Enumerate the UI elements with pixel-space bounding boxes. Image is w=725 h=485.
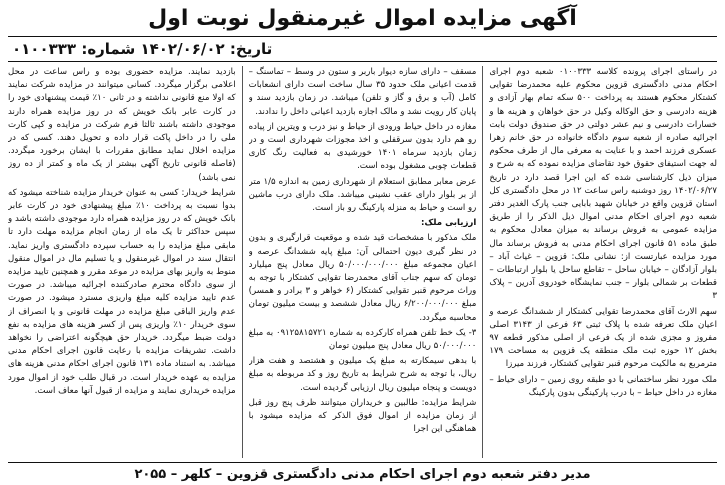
- column-divider: [242, 66, 243, 458]
- paragraph: شرایط مزایده: طالبین و خریداران میتوانند ظرف پنج روز قبل از زمان مزایده از اموال فوق الذکر که مزایده میشود با هماهنگی این اجرا: [248, 397, 477, 435]
- column-right: [489, 66, 717, 458]
- paragraph: مغازه در داخل حیاط ورودی از حیاط و نیز درب و ویترین از پیاده رو هم دارد بدون سرقفلی و اخذ مجوزات شهرداری است و در زمان بازدید سرماه ۱۴۰۱ خورشیدی به فعالیت رنگ کاری قطعات چوبی مشغول بوده است.: [248, 121, 477, 172]
- paragraph: سهم الارث آقای محمدرضا تقوایی کشتکار از ششدانگ عرصه و اعیان ملک تعرفه شده با پلاک ثبتی ۶۳ فرعی از ۳۱۴۳ اصلی مفروز و مجزی شده از یک فرعی از اصلی مذکور قطعه ۹۷ بخش ۱۲ حوزه ثبت ملک منطقه یک قزوین به مساحت ۱۷۹ مترمربع به مالکیت مرحوم قنبر تقوایی کشتکار، فرزند میرزا: [489, 306, 717, 370]
- page-title: آگهی مزایده اموال غیرمنقول نوبت اول: [148, 6, 577, 31]
- paragraph: مسقف – دارای سازه دیوار باربر و ستون در وسط – تماسنگ – قدمت اعیانی ملک حدود ۳۵ سال ساخت است دارای انشعابات کامل (آب و برق و گاز و تلفن) میباشد. در زمان بازدید سند و پایان کار رویت نشد و مالک اجازه بازدید اعیانی داخل را ندادند.: [248, 67, 477, 117]
- paragraph: ملک مذکور با مشخصات قید شده و موقعیت قرارگیری و بدون در نظر گیری دیون احتمالی آن: مبلغ پایه ششدانگ عرصه و اعیان مجموعه مبلغ ۵۰/۰۰۰/۰۰۰/۰۰۰ ریال معادل پنج میلیارد تومان که سهم جناب آقای محمدرضا تقوایی کشتکار با توجه به وراث مرحوم قنبر تقوایی کشتکار (۶ خواهر و ۳ برادر و همسر) مبلغ ۶/۲۰۰/۰۰۰/۰۰۰ ریال معادل ششصد و بیست میلیون تومان محاسبه میگردد.: [248, 233, 477, 323]
- column-left: [8, 66, 236, 458]
- paragraph: ملک مورد نظر ساختمانی با دو طبقه روی زمین – دارای حیاط – مغازه در داخل حیاط – با درب پارکینگی بدون پارکینگ: [489, 374, 717, 398]
- paragraph: ۳- یک خط تلفن همراه کارکرده به شماره ۰۹۱۲۵۸۱۵۷۲۱ به مبلغ ۵۰/۰۰۰/۰۰۰ ریال معادل پنج میلیون تومان: [248, 327, 477, 352]
- date-number-text: تاریخ: ۱۴۰۲/۰۶/۰۲ شماره: ۰۱۰۰۳۳۳: [12, 40, 273, 58]
- column-middle: [249, 66, 477, 458]
- text-columns: [8, 66, 717, 458]
- date-number-bar: [8, 36, 717, 62]
- column-divider: [482, 66, 483, 458]
- paragraph: در راستای اجرای پرونده کلاسه ۰۱۰۰۳۳۳ شعبه دوم اجرای احکام مدنی دادگستری قزوین محکوم علیه محمدرضا تقوایی کشتکار محکوم هستند به پرداخت ۵۰۰ سکه تمام بهار آزادی و هزینه دادرسی و حق الوکاله وکیل در حق خواهان و هزینه ها و خسارات دادرسی و نیم عشر دولتی در حق صندوق دولت بابت اجرائیه صادره از شعبه سوم دادگاه خانواده در حق خانم زهرا عسکری فرزند احمد و با عنایت به معرفی مال از طرف محکوم له جهت استیفای حقوق خود تقاضای مزایده نموده که به شرح و میزان ذیل کارشناسی شده که این اجرا قصد دارد در تاریخ ۱۴۰۲/۰۶/۲۷ روز دوشنبه راس ساعت ۱۲ در محل دادگستری کل استان قزوین واقع در خیابان شهید بابایی جنب پارک الغدیر دفتر شعبه دوم اجرای احکام مدنی اموال ذیل الذکر را از طریق مزایده عمومی به فروش برساند به میزان معادل محکوم به طبق ماده ۵۱ قانون اجرای احکام مدنی به فروش برساند مال مورد مزایده عبارتست از: نشانی ملک: قزوین – غیاث آباد – بلوار آزادگان – خیابان ساحل – تقاطع ساحل یا بلوار ارتباطات – قطعات بر شمالی بلوار – جنب نمایشگاه خودروی آدرین – پلاک ۳: [489, 67, 717, 302]
- paragraph: عرض معابر مطابق استعلام از شهرداری زمین به اندازه ۱/۵ متر از بر بلوار دارای عقب نشینی میباشد. ملک دارای درب ماشین رو است و حیاط به منزله پارکینگ رو باز است.: [248, 176, 477, 214]
- footer-signature: مدیر دفتر شعبه دوم اجرای احکام مدنی دادگستری قزوین – کلهر – ۲۰۵۵: [8, 462, 717, 482]
- paragraph: بازدید نمایند. مزایده حضوری بوده و راس ساعت در محل اعلامی برگزار میگردد. کسانی میتوانند در مزایده شرکت نمایند که اولا منع قانونی نداشته و در ثانی ۱۰٪ قیمت پیشنهادی خود را در کارت عابر بانک خویش که در روز مزایده همراه دارند موجودی داشته باشند ثالثا فرم شرکت در مزایده و کپی کارت ملی را در داخل پاکت قرار داده و تحویل دهند. کسی که در مزایده اخلال نماید مطابق مقررات با ایشان برخورد میگردد. (فاصله قانونی تاریخ آگهی بیشتر از یک ماه و کمتر از ده روز نمی باشد): [8, 67, 236, 183]
- paragraph: با بدهی سیمکارته به مبلغ یک میلیون و هشتصد و هفت هزار ریال، با توجه به شرح شرایط به تاریخ روز و کد مربوطه به مبلغ دویست و پنجاه میلیون ریال ارزیابی گردیده است.: [248, 356, 477, 393]
- paragraph: شرایط خریدار: کسی به عنوان خریدار مزایده شناخته میشود که بدوا نسبت به پرداخت ۱۰٪ مبلغ پیشنهادی خود در کارت عابر بانک خویش که در روز مزایده همراه دارد موجودی داشته باشد و سپس حداکثر تا یک ماه از زمان انجام مزایده مهلت دارد تا مابقی مبلغ مزایده را به حساب سپرده دادگستری واریز نماید. انتقال سند در اموال غیرمنقول و یا تسلیم مال در اموال منقول منوط به واریز بهای مزایده در موعد مقرر و همچنین تایید مزایده از سوی دادگاه محترم صادرکننده اجرائیه میباشد. در صورت عدم تایید مزایده کلیه مبلغ واریزی مسترد میشود. در صورت عدم واریز الباقی مبلغ مزایده در مهلت قانونی و یا انصراف از سوی خریدار ۱۰٪ واریزی پس از کسر هزینه های مزایده به نفع دولت ضبط میگردد. خریدار حق هیچگونه اعتراضی را نخواهد داشت. تشریفات مزایده با رعایت قانون اجرای احکام مدنی میباشد. به استناد ماده ۱۳۱ قانون اجرای احکام مدنی هزینه های مزایده به عهده خریدار است. در قبال طلب خود از اموال مورد مزایده خریداری نمایند و مزایده از قبول آنها معاف است.: [8, 187, 236, 396]
- section-heading: ارزیابی ملک:: [421, 218, 477, 229]
